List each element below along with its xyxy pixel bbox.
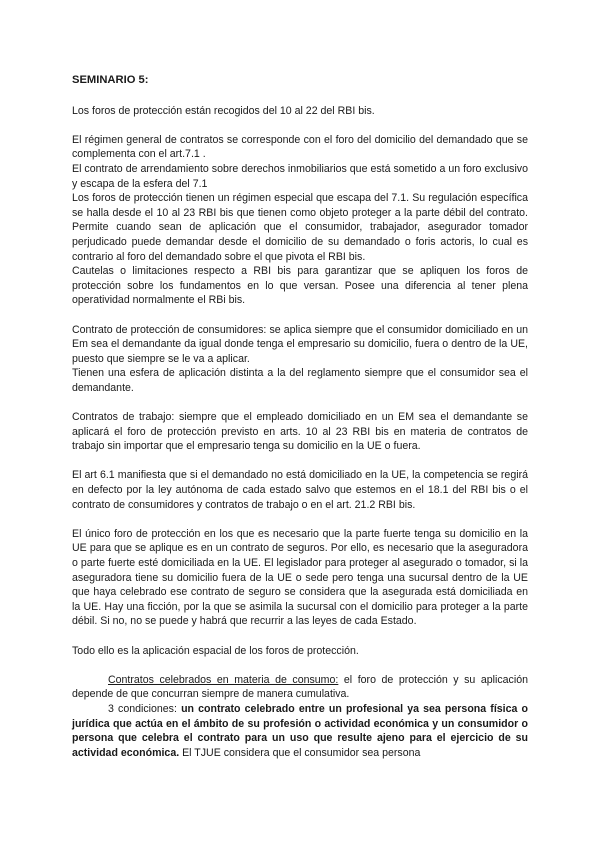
condiciones-bold: un contrato celebrado entre un profesional ya sea persona física o jurídica que actúa en el ámbito de su profesión o actividad económica y un consumidor o persona que celebra el contrato para un uso que resulte ajeno para el ejercicio de su actividad económica. — [72, 702, 528, 759]
paragraph-cautelas: Cautelas o limitaciones respecto a RBI bis para garantizar que se apliquen los foros de protección sobre los fundamentos en lo que versan. Posee una diferencia al tener plena operatividad normalmente el RBi bis. — [72, 265, 528, 307]
paragraph-contratos-consumo — [72, 673, 528, 702]
condiciones-tail: El TJUE considera que el consumidor sea persona — [179, 746, 421, 759]
consumo-text: el foro de protección y su aplicación depende de que concurran siempre de manera cumulativa. — [72, 673, 528, 701]
section-heading-consumo: Contratos celebrados en materia de consumo: — [108, 673, 339, 686]
paragraph-tres-condiciones — [72, 702, 528, 760]
paragraph-esfera-aplicacion: Tienen una esfera de aplicación distinta a la del reglamento siempre que el consumidor sea el demandante. — [72, 367, 528, 394]
paragraph-foros-rango: Los foros de protección están recogidos del 10 al 22 del RBI bis. — [72, 104, 375, 117]
paragraph-foros-regimen-especial: Los foros de protección tienen un régimen especial que escapa del 7.1. Su regulación específica se halla desde el 10 al 23 RBI bis que tienen como objeto proteger a la parte débil del contrato. Permite cuando sean de aplicación que el consumidor, trabajador, asegurador tomador perjudicado puede demandar desde el domicilio de su demandado o foris actoris, lo cual es contrario al foro del demandado sobre el que pivota el RBI bis. — [72, 192, 528, 263]
paragraph-regimen-general: El régimen general de contratos se corresponde con el foro del domicilio del demandado que se complementa con el art.7.1 . — [72, 133, 528, 161]
condiciones-lead: 3 condiciones: — [108, 702, 182, 715]
document-page — [72, 73, 528, 760]
paragraph-consumidores: Contrato de protección de consumidores: se aplica siempre que el consumidor domiciliado en un Em sea el demandante da igual donde tenga el empresario su domicilio, fuera o dentro de la UE, puesto que siempre se le va a aplicar. — [72, 323, 528, 365]
document-title: SEMINARIO 5: — [72, 74, 149, 86]
paragraph-contrato-seguros: El único foro de protección en los que es necesario que la parte fuerte tenga su domicilio en la UE para que se aplique es en un contrato de seguros. Por ello, es necesario que la aseguradora o parte fuerte esté domiciliada en la UE. El legislador para proteger al asegurado o tomador, si la aseguradora tiene su domicilio fuera de la UE o sede pero tenga una sucursal dentro de la UE que haya celebrado ese contrato de seguro se considera que la asegurada está domiciliada en la UE. Hay una ficción, por la que se asimila la sucursal con el domicilio para proteger a la parte débil. Si no, no se puede y habrá que recurrir a las leyes de cada Estado. — [72, 527, 528, 628]
paragraph-aplicacion-espacial: Todo ello es la aplicación espacial de los foros de protección. — [72, 644, 359, 657]
paragraph-contratos-trabajo: Contratos de trabajo: siempre que el empleado domiciliado en un EM sea el demandante se aplicará el foro de protección previsto en arts. 10 al 23 RBI bis en materia de contratos de trabajo sin importar que el empresario tenga su domicilio en la UE o fuera. — [72, 411, 528, 453]
paragraph-arrendamiento: El contrato de arrendamiento sobre derechos inmobiliarios que está sometido a un foro exclusivo y escapa de la esfera del 7.1 — [72, 162, 528, 190]
paragraph-art-6-1: El art 6.1 manifiesta que si el demandado no está domiciliado en la UE, la competencia se regirá en defecto por la ley autónoma de cada estado salvo que estemos en el 18.1 del RBI bis o el contrato de consumidores y contratos de trabajo o en el art. 21.2 RBI bis. — [72, 469, 528, 511]
